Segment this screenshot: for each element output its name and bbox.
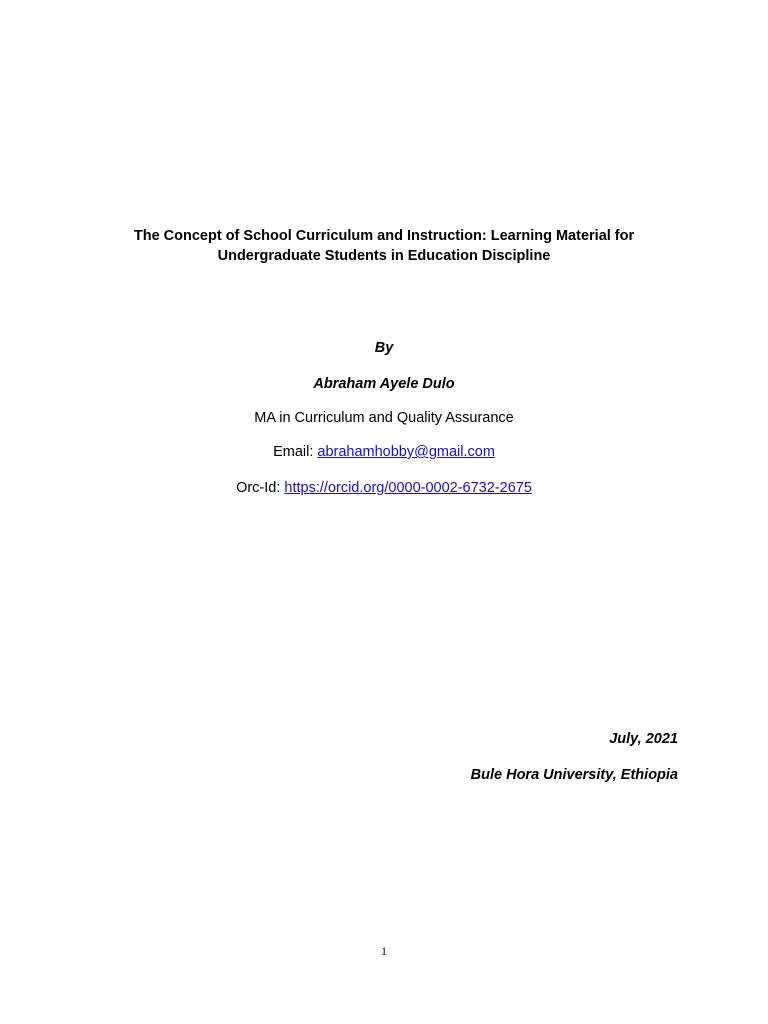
author-name: Abraham Ayele Dulo	[313, 376, 455, 392]
email-link[interactable]: abrahamhobby@gmail.com	[317, 444, 495, 460]
title-line-2: Undergraduate Students in Education Discipline	[217, 248, 551, 264]
author-degree: MA in Curriculum and Quality Assurance	[254, 410, 514, 426]
document-title	[84, 226, 684, 266]
orcid-line	[0, 478, 768, 498]
orcid-link[interactable]: https://orcid.org/0000-0002-6732-2675	[284, 480, 532, 496]
title-line-1: The Concept of School Curriculum and Instruction: Learning Material for	[133, 228, 635, 244]
orcid-label: Orc-Id:	[236, 480, 285, 496]
page-number: 1	[381, 944, 387, 958]
email-line	[0, 442, 768, 462]
institution: Bule Hora University, Ethiopia	[470, 767, 678, 783]
email-label: Email:	[273, 444, 318, 460]
by-label: By	[374, 340, 394, 356]
publication-date: July, 2021	[609, 731, 678, 747]
